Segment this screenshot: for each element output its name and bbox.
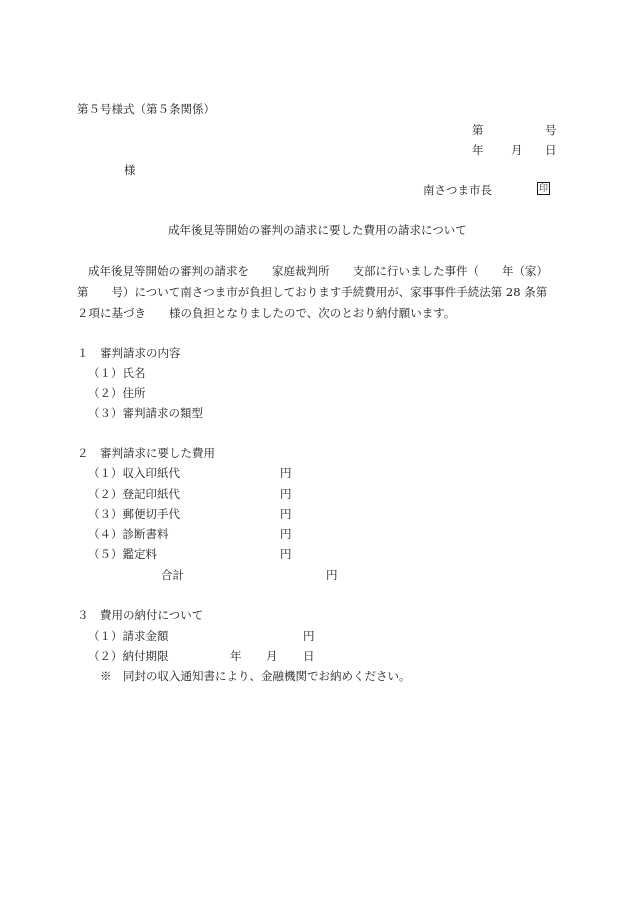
deadline-label: （２）納付期限 <box>88 649 169 663</box>
deadline-month: 月 <box>266 649 278 663</box>
cost-item-unit: 円 <box>280 466 292 480</box>
cost-item-unit: 円 <box>280 487 292 501</box>
issuer-name: 南さつま市長 <box>423 183 492 197</box>
cost-item-label: （２）登記印紙代 <box>88 487 180 501</box>
date-day: 日 <box>545 143 557 157</box>
cost-item-label: （５）鑑定料 <box>88 547 157 561</box>
body-line-2: 第 号）について南さつま市が負担しております手続費用が、家事事件手続法第 28 条第 <box>77 285 548 299</box>
section-1-heading: １ 審判請求の内容 <box>77 346 181 360</box>
amount-label: （１）請求金額 <box>88 629 169 643</box>
deadline-day: 日 <box>303 649 315 663</box>
amount-unit: 円 <box>303 629 315 643</box>
section-1-item-address: （２）住所 <box>88 386 146 400</box>
cost-item-unit: 円 <box>280 507 292 521</box>
cost-item-unit: 円 <box>280 547 292 561</box>
cost-item-label: （３）郵便切手代 <box>88 507 180 521</box>
total-unit: 円 <box>326 568 338 582</box>
section-2-heading: ２ 審判請求に要した費用 <box>77 446 215 460</box>
total-label: 合計 <box>161 568 184 582</box>
number-suffix: 号 <box>545 123 557 137</box>
seal-mark: 印 <box>538 184 548 194</box>
cost-item-label: （４）診断書料 <box>88 527 169 541</box>
date-month: 月 <box>511 143 523 157</box>
cost-item-label: （１）収入印紙代 <box>88 466 180 480</box>
payment-note: ※ 同封の収入通知書により、金融機関でお納めください。 <box>100 669 411 683</box>
section-1-item-type: （３）審判請求の類型 <box>88 406 203 420</box>
body-line-3: ２項に基づき 様の負担となりましたので、次のとおり納付願います。 <box>77 306 456 320</box>
section-1-item-name: （１）氏名 <box>88 366 146 380</box>
form-label: 第５号様式（第５条関係） <box>77 102 215 116</box>
section-3-heading: ３ 費用の納付について <box>77 608 204 622</box>
body-line-1: 成年後見等開始の審判の請求を 家庭裁判所 支部に行いました事件（ 年（家） <box>88 264 548 278</box>
deadline-year: 年 <box>230 649 242 663</box>
addressee-suffix: 様 <box>124 163 136 177</box>
date-year: 年 <box>472 143 484 157</box>
document-title: 成年後見等開始の審判の請求に要した費用の請求について <box>168 223 467 237</box>
number-prefix: 第 <box>472 123 484 137</box>
cost-item-unit: 円 <box>280 527 292 541</box>
